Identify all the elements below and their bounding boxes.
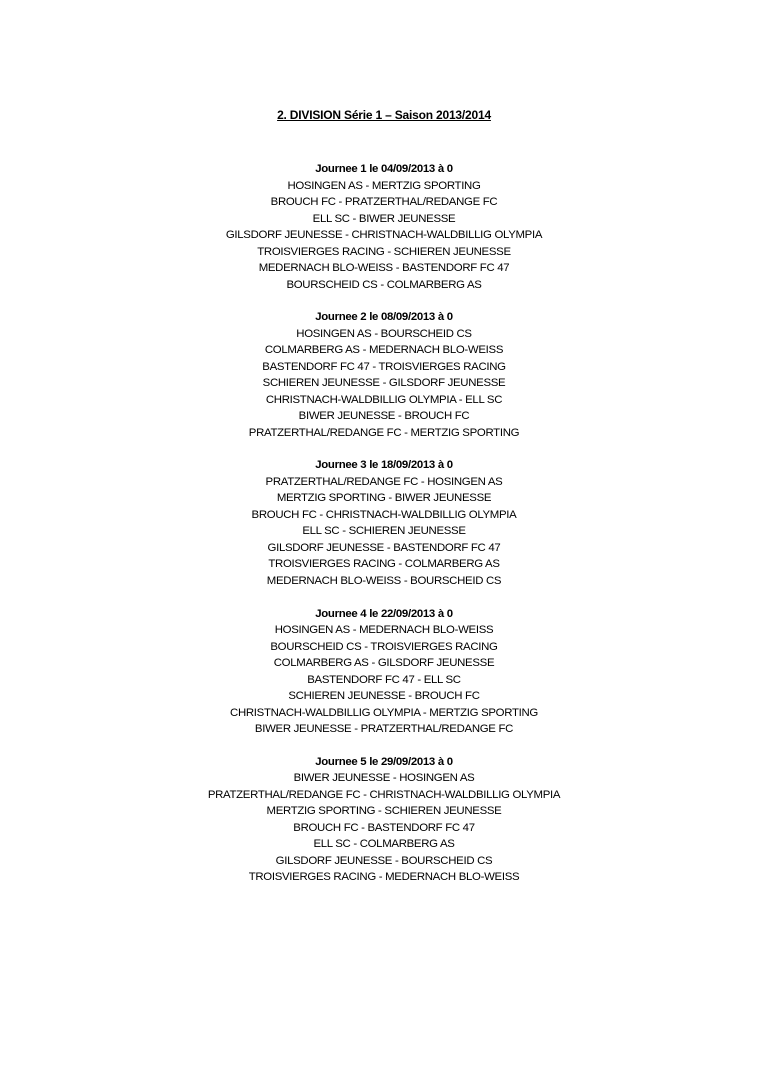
- match-line: ELL SC - COLMARBERG AS: [313, 838, 455, 851]
- match-line: COLMARBERG AS - MEDERNACH BLO-WEISS: [264, 344, 504, 357]
- match-line: TROISVIERGES RACING - SCHIEREN JEUNESSE: [257, 245, 511, 258]
- match-line: CHRISTNACH-WALDBILLIG OLYMPIA - ELL SC: [265, 393, 503, 406]
- match-line: GILSDORF JEUNESSE - CHRISTNACH-WALDBILLIG OLYMPIA: [225, 229, 543, 241]
- match-line: GILSDORF JEUNESSE - BOURSCHEID CS: [275, 854, 493, 867]
- round-heading: Journee 1 le 04/09/2013 à 0: [315, 163, 453, 175]
- match-line: HOSINGEN AS - MEDERNACH BLO-WEISS: [274, 624, 494, 637]
- round-5: [0, 754, 768, 886]
- match-line: MERTZIG SPORTING - SCHIEREN JEUNESSE: [266, 805, 502, 818]
- match-line: BASTENDORF FC 47 - ELL SC: [307, 673, 461, 686]
- rounds-list: [0, 161, 768, 902]
- match-line: BIWER JEUNESSE - PRATZERTHAL/REDANGE FC: [254, 723, 514, 736]
- match-line: BASTENDORF FC 47 - TROISVIERGES RACING: [262, 360, 506, 373]
- match-line: BROUCH FC - CHRISTNACH-WALDBILLIG OLYMPIA: [251, 508, 517, 521]
- round-4: [0, 606, 768, 738]
- round-3: [0, 457, 768, 589]
- match-line: BOURSCHEID CS - COLMARBERG AS: [286, 278, 482, 291]
- document-title: 2. DIVISION Série 1 – Saison 2013/2014: [277, 108, 491, 122]
- round-heading: Journee 2 le 08/09/2013 à 0: [315, 311, 453, 324]
- match-line: BROUCH FC - BASTENDORF FC 47: [293, 821, 475, 834]
- match-line: COLMARBERG AS - GILSDORF JEUNESSE: [273, 657, 495, 670]
- match-line: PRATZERTHAL/REDANGE FC - CHRISTNACH-WALDBILLIG OLYMPIA: [207, 788, 561, 801]
- round-heading: Journee 3 le 18/09/2013 à 0: [315, 459, 453, 472]
- match-line: TROISVIERGES RACING - COLMARBERG AS: [268, 558, 500, 571]
- match-line: HOSINGEN AS - MERTZIG SPORTING: [287, 179, 481, 192]
- match-line: BIWER JEUNESSE - HOSINGEN AS: [293, 772, 475, 785]
- match-line: TROISVIERGES RACING - MEDERNACH BLO-WEISS: [248, 871, 520, 884]
- match-line: BROUCH FC - PRATZERTHAL/REDANGE FC: [270, 196, 498, 208]
- match-line: GILSDORF JEUNESSE - BASTENDORF FC 47: [267, 541, 501, 554]
- match-line: MERTZIG SPORTING - BIWER JEUNESSE: [276, 492, 492, 505]
- match-line: BIWER JEUNESSE - BROUCH FC: [298, 410, 470, 423]
- round-2: [0, 309, 768, 441]
- match-line: MEDERNACH BLO-WEISS - BOURSCHEID CS: [266, 574, 502, 587]
- round-heading: Journee 5 le 29/09/2013 à 0: [315, 755, 453, 768]
- match-line: BOURSCHEID CS - TROISVIERGES RACING: [270, 640, 498, 653]
- match-line: SCHIEREN JEUNESSE - GILSDORF JEUNESSE: [262, 377, 506, 390]
- match-line: PRATZERTHAL/REDANGE FC - MERTZIG SPORTING: [248, 426, 520, 439]
- round-heading: Journee 4 le 22/09/2013 à 0: [315, 607, 453, 620]
- match-line: ELL SC - BIWER JEUNESSE: [312, 212, 456, 225]
- round-1: [0, 161, 768, 293]
- match-line: PRATZERTHAL/REDANGE FC - HOSINGEN AS: [265, 475, 503, 488]
- match-line: MEDERNACH BLO-WEISS - BASTENDORF FC 47: [258, 262, 510, 274]
- match-line: HOSINGEN AS - BOURSCHEID CS: [296, 327, 472, 340]
- match-line: SCHIEREN JEUNESSE - BROUCH FC: [288, 690, 480, 703]
- match-line: CHRISTNACH-WALDBILLIG OLYMPIA - MERTZIG SPORTING: [230, 706, 538, 719]
- match-line: ELL SC - SCHIEREN JEUNESSE: [302, 525, 466, 538]
